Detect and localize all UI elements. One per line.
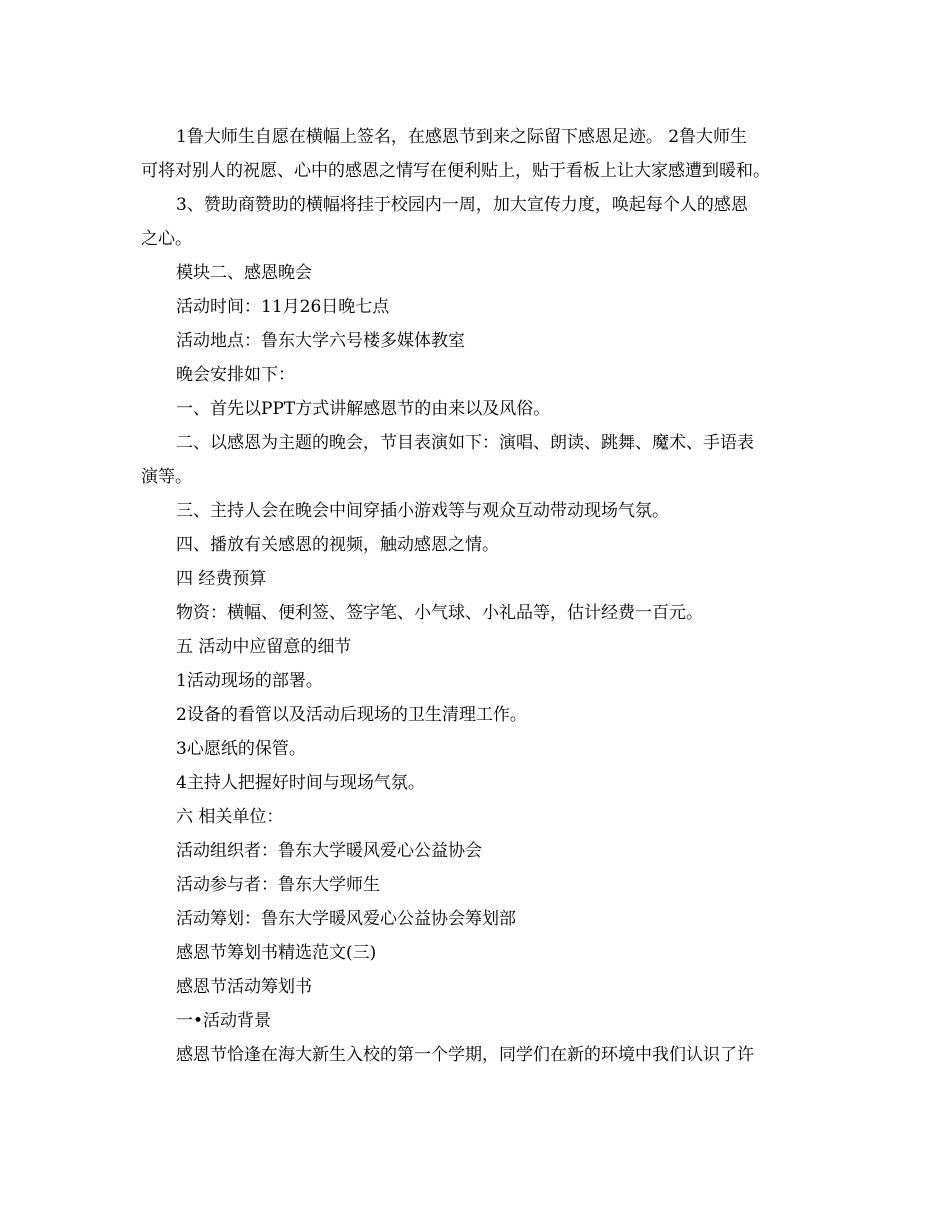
paragraph-first-line: 活动筹划：鲁东大学暖风爱心公益协会筹划部 — [176, 909, 516, 929]
paragraph — [141, 698, 821, 732]
paragraph — [141, 562, 821, 596]
paragraph-first-line: 活动参与者：鲁东大学师生 — [176, 875, 380, 895]
paragraph-first-line: 1活动现场的部署。 — [176, 671, 323, 691]
paragraph-first-line: 3心愿纸的保管。 — [176, 739, 306, 759]
paragraph — [141, 256, 821, 290]
paragraph — [141, 766, 821, 800]
paragraph — [141, 120, 821, 188]
paragraph — [141, 868, 821, 902]
paragraph-first-line: 感恩节筹划书精选范文(三) — [176, 943, 377, 963]
paragraph — [141, 732, 821, 766]
paragraph — [141, 392, 821, 426]
paragraph-first-line: 活动组织者：鲁东大学暖风爱心公益协会 — [176, 841, 482, 861]
paragraph-first-line: 三、主持人会在晚会中间穿插小游戏等与观众互动带动现场气氛。 — [176, 501, 669, 521]
paragraph — [141, 596, 821, 630]
paragraph — [141, 528, 821, 562]
paragraph-first-line: 五 活动中应留意的细节 — [176, 637, 352, 657]
paragraph-continuation-line: 演等。 — [141, 467, 192, 487]
paragraph — [141, 290, 821, 324]
paragraph-first-line: 活动时间：11月26日晚七点 — [176, 297, 390, 317]
paragraph-first-line: 2设备的看管以及活动后现场的卫生清理工作。 — [176, 705, 527, 725]
paragraph-first-line: 六 相关单位： — [176, 807, 284, 827]
paragraph — [141, 902, 821, 936]
paragraph — [141, 936, 821, 970]
document-body — [141, 120, 821, 1072]
paragraph — [141, 1038, 821, 1072]
paragraph-continuation-line: 可将对别人的祝愿、心中的感恩之情写在便利贴上，贴于看板上让大家感遭到暖和。 — [141, 161, 770, 181]
paragraph — [141, 1004, 821, 1038]
paragraph-first-line: 1鲁大师生自愿在横幅上签名，在感恩节到来之际留下感恩足迹。 2鲁大师生 — [176, 127, 748, 147]
paragraph-first-line: 活动地点：鲁东大学六号楼多媒体教室 — [176, 331, 465, 351]
paragraph — [141, 800, 821, 834]
paragraph — [141, 324, 821, 358]
paragraph-first-line: 模块二、感恩晚会 — [176, 263, 312, 283]
paragraph — [141, 630, 821, 664]
paragraph-first-line: 感恩节活动筹划书 — [176, 977, 312, 997]
paragraph-first-line: 3、赞助商赞助的横幅将挂于校园内一周，加大宣传力度，唤起每个人的感恩 — [176, 195, 748, 215]
paragraph-first-line: 一•活动背景 — [176, 1011, 272, 1031]
paragraph-continuation-line: 之心。 — [141, 229, 192, 249]
paragraph-first-line: 四、播放有关感恩的视频，触动感恩之情。 — [176, 535, 499, 555]
paragraph-first-line: 4主持人把握好时间与现场气氛。 — [176, 773, 425, 793]
paragraph — [141, 834, 821, 868]
paragraph — [141, 426, 821, 494]
paragraph — [141, 970, 821, 1004]
paragraph-first-line: 晚会安排如下： — [176, 365, 295, 385]
paragraph — [141, 188, 821, 256]
paragraph — [141, 358, 821, 392]
paragraph-first-line: 感恩节恰逢在海大新生入校的第一个学期，同学们在新的环境中我们认识了许 — [176, 1045, 754, 1065]
paragraph-first-line: 二、以感恩为主题的晚会，节目表演如下：演唱、朗读、跳舞、魔术、手语表 — [176, 433, 754, 453]
paragraph-first-line: 四 经费预算 — [176, 569, 267, 589]
paragraph — [141, 664, 821, 698]
paragraph-first-line: 物资：横幅、便利签、签字笔、小气球、小礼品等，估计经费一百元。 — [176, 603, 703, 623]
paragraph-first-line: 一、首先以PPT方式讲解感恩节的由来以及风俗。 — [176, 399, 551, 419]
paragraph — [141, 494, 821, 528]
